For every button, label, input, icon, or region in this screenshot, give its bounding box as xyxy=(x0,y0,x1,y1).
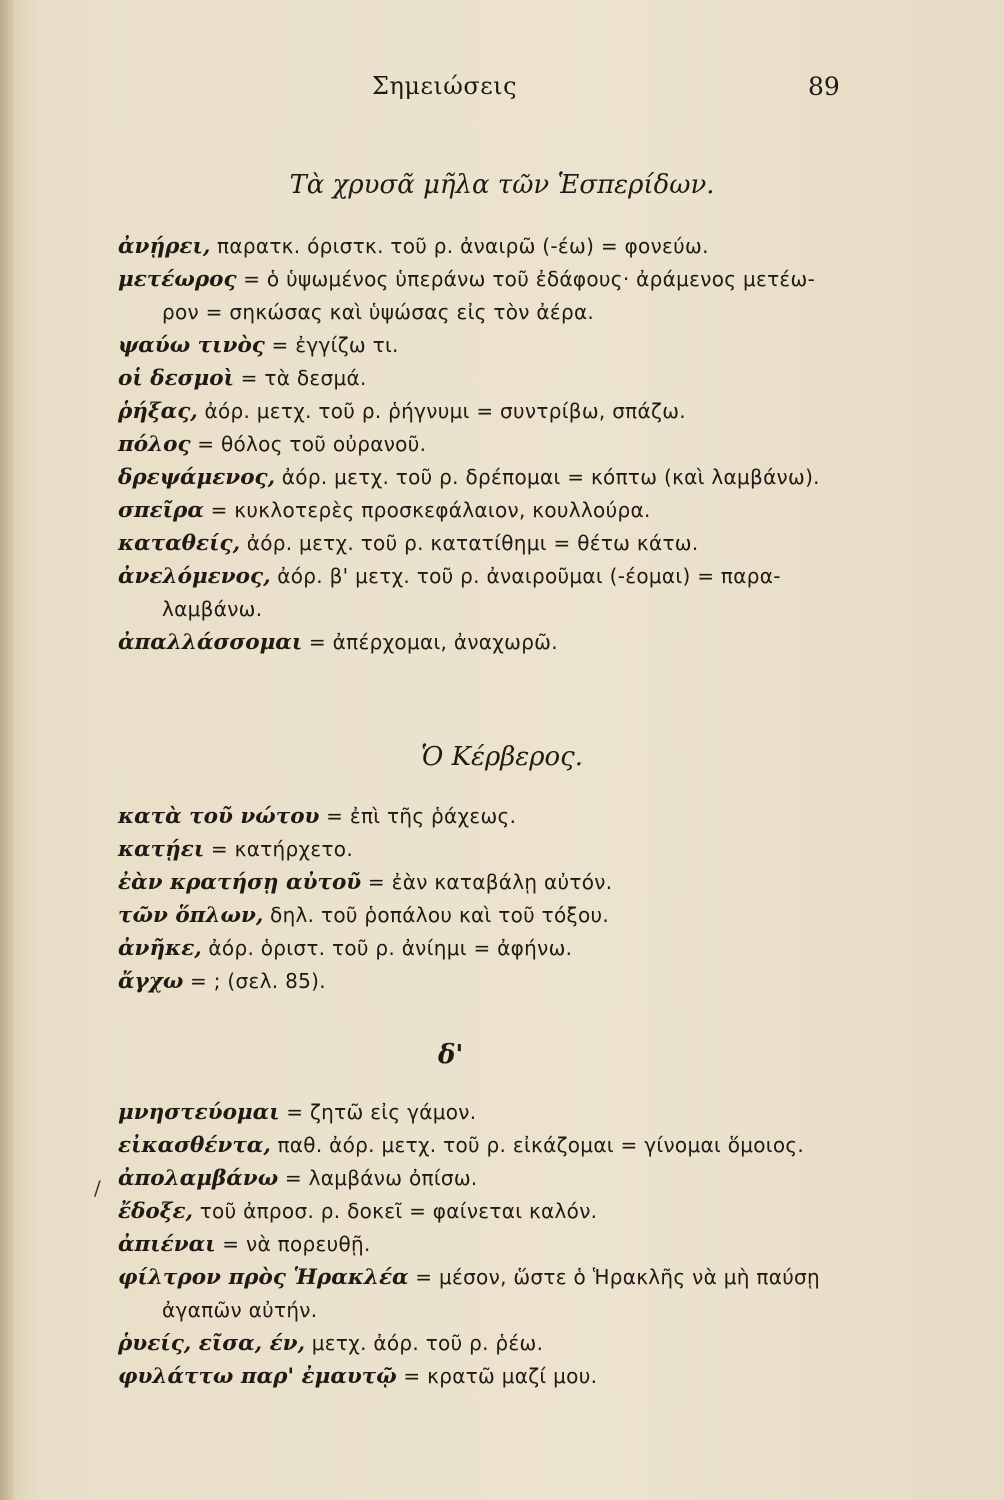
glossary-term: φίλτρον πρὸς Ἡρακλέα xyxy=(118,1265,409,1290)
glossary-definition: = ἐγγίζω τι. xyxy=(264,333,399,357)
glossary-entry xyxy=(118,866,858,899)
glossary-term: σπεῖρα xyxy=(118,498,204,523)
glossary-term: οἱ δεσμοὶ xyxy=(118,366,234,391)
glossary-definition: = κρατῶ μαζί μου. xyxy=(396,1364,598,1388)
glossary-entry xyxy=(118,1228,858,1261)
glossary-entry xyxy=(118,1261,858,1294)
glossary-definition: = θόλος τοῦ οὐρανοῦ. xyxy=(190,432,427,456)
glossary-entry xyxy=(118,1096,858,1129)
glossary-section-3 xyxy=(118,1096,858,1393)
glossary-entry xyxy=(118,965,858,998)
running-head xyxy=(0,72,1004,112)
glossary-entry xyxy=(118,899,858,932)
glossary-definition: μετχ. ἀόρ. τοῦ ρ. ῥέω. xyxy=(305,1331,544,1355)
glossary-entry-continuation xyxy=(118,593,858,626)
glossary-definition: ἀγαπῶν αὐτήν. xyxy=(162,1298,318,1322)
glossary-term: ἀπιέναι xyxy=(118,1232,216,1257)
glossary-term: μνηστεύομαι xyxy=(118,1100,280,1125)
glossary-term: ἀνῆκε, xyxy=(118,936,202,961)
glossary-entry xyxy=(118,1195,858,1228)
glossary-term: δρεψάμενος, xyxy=(118,465,276,490)
glossary-entry xyxy=(118,263,858,296)
glossary-definition: ἀόρ. μετχ. τοῦ ρ. ῥήγνυμι = συντρίβω, σπάζω. xyxy=(197,399,686,423)
glossary-definition: ἀόρ. β' μετχ. τοῦ ρ. ἀναιροῦμαι (-έομαι) = παρα- xyxy=(270,564,781,588)
glossary-entry xyxy=(118,230,858,263)
section-title-hesperides: Τὰ χρυσᾶ μῆλα τῶν Ἑσπερίδων. xyxy=(289,170,715,200)
glossary-section-1 xyxy=(118,230,858,659)
glossary-definition: = κατήρχετο. xyxy=(204,837,353,861)
glossary-entry xyxy=(118,1360,858,1393)
glossary-term: φυλάττω παρ' ἐμαυτῷ xyxy=(118,1364,397,1389)
glossary-term: ἀπαλλάσσομαι xyxy=(118,630,303,655)
glossary-entry xyxy=(118,329,858,362)
glossary-term: καταθείς, xyxy=(118,531,241,556)
glossary-term: ἔδοξε, xyxy=(118,1199,194,1224)
glossary-definition: = ὁ ὑψωμένος ὑπεράνω τοῦ ἐδάφους· ἀράμενος μετέω- xyxy=(236,267,816,291)
glossary-definition: λαμβάνω. xyxy=(162,597,263,621)
glossary-definition: = μέσον, ὥστε ὁ Ἡρακλῆς νὰ μὴ παύσῃ xyxy=(408,1265,821,1289)
page-number: 89 xyxy=(808,72,840,101)
glossary-definition: = νὰ πορευθῇ. xyxy=(215,1232,371,1256)
glossary-definition: = λαμβάνω ὀπίσω. xyxy=(278,1166,478,1190)
glossary-entry xyxy=(118,800,858,833)
glossary-entry xyxy=(118,362,858,395)
glossary-term: ἀπολαμβάνω xyxy=(118,1166,279,1191)
glossary-entry xyxy=(118,428,858,461)
glossary-entry xyxy=(118,395,858,428)
section-letter: δ' xyxy=(438,1040,464,1070)
glossary-entry xyxy=(118,461,858,494)
glossary-definition: παθ. ἀόρ. μετχ. τοῦ ρ. εἰκάζομαι = γίνομαι ὅμοιος. xyxy=(270,1133,805,1157)
glossary-term: ἄγχω xyxy=(118,969,184,994)
glossary-term: κατὰ τοῦ νώτου xyxy=(118,804,320,829)
glossary-term: πόλος xyxy=(118,432,191,457)
glossary-entry xyxy=(118,527,858,560)
glossary-term: ἀνῄρει, xyxy=(118,234,211,259)
glossary-entry xyxy=(118,626,858,659)
glossary-entry xyxy=(118,1129,858,1162)
glossary-definition: = ; (σελ. 85). xyxy=(183,969,326,993)
glossary-definition: = ἐπὶ τῆς ῥάχεως. xyxy=(319,804,517,828)
glossary-entry xyxy=(118,1327,858,1360)
glossary-entry-continuation xyxy=(118,1294,858,1327)
glossary-definition: δηλ. τοῦ ῥοπάλου καὶ τοῦ τόξου. xyxy=(263,903,610,927)
margin-mark: / xyxy=(94,1176,101,1200)
glossary-definition: ἀόρ. μετχ. τοῦ ρ. δρέπομαι = κόπτω (καὶ λαμβάνω). xyxy=(275,465,820,489)
glossary-section-2 xyxy=(118,800,858,998)
glossary-definition: ρον = σηκώσας καὶ ὑψώσας εἰς τὸν ἀέρα. xyxy=(162,300,595,324)
glossary-entry xyxy=(118,494,858,527)
glossary-term: κατῄει xyxy=(118,837,205,862)
glossary-entry-continuation xyxy=(118,296,858,329)
glossary-definition: παρατκ. όριστκ. τοῦ ρ. ἀναιρῶ (-έω) = φονεύω. xyxy=(210,234,709,258)
glossary-entry xyxy=(118,1162,858,1195)
glossary-definition: = τὰ δεσμά. xyxy=(233,366,367,390)
glossary-term: ἐὰν κρατήσῃ αὐτοῦ xyxy=(118,870,362,895)
glossary-term: τῶν ὅπλων, xyxy=(118,903,264,928)
glossary-definition: = κυκλοτερὲς προσκεφάλαιον, κουλλούρα. xyxy=(203,498,651,522)
glossary-entry xyxy=(118,833,858,866)
glossary-term: ῥυείς, εῖσα, έν, xyxy=(118,1331,306,1356)
glossary-term: ψαύω τινὸς xyxy=(118,333,265,358)
glossary-term: μετέωρος xyxy=(118,267,237,292)
glossary-term: ἀνελόμενος, xyxy=(118,564,271,589)
glossary-definition: ἀόρ. μετχ. τοῦ ρ. κατατίθημι = θέτω κάτω. xyxy=(240,531,699,555)
glossary-definition: ἀόρ. ὁριστ. τοῦ ρ. ἀνίημι = ἀφήνω. xyxy=(201,936,573,960)
glossary-term: εἰκασθέντα, xyxy=(118,1133,271,1158)
glossary-entry xyxy=(118,932,858,965)
glossary-entry xyxy=(118,560,858,593)
glossary-definition: τοῦ ἀπροσ. ρ. δοκεῖ = φαίνεται καλόν. xyxy=(193,1199,598,1223)
glossary-definition: = ἀπέρχομαι, ἀναχωρῶ. xyxy=(302,630,558,654)
glossary-term: ῥήξας, xyxy=(118,399,198,424)
glossary-definition: = ζητῶ εἰς γάμον. xyxy=(279,1100,477,1124)
glossary-definition: = ἐὰν καταβάλῃ αὐτόν. xyxy=(361,870,613,894)
section-title-cerberus: Ὁ Κέρβερος. xyxy=(420,742,584,772)
running-title: Σημειώσεις xyxy=(372,72,518,100)
